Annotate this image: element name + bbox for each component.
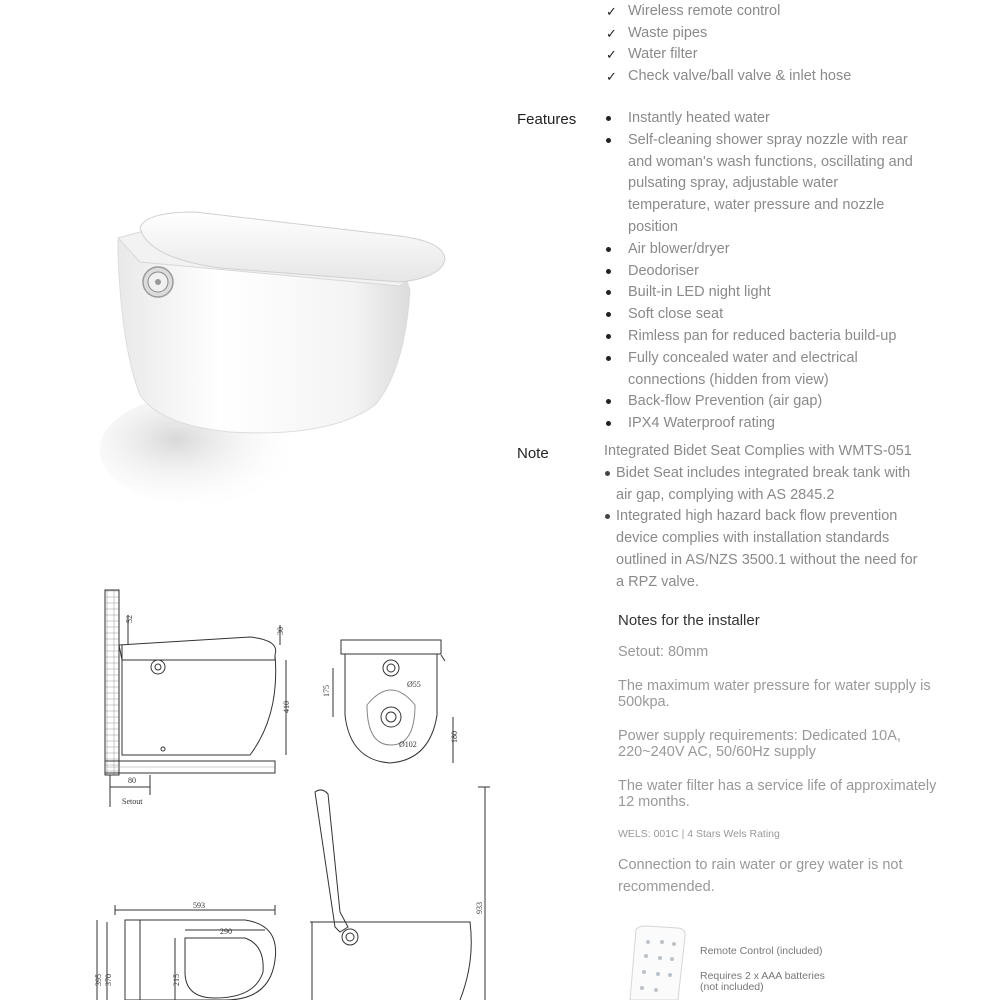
installer-title: Notes for the installer: [618, 612, 760, 629]
check-icon: ✓: [606, 4, 617, 19]
note-label: Note: [517, 445, 549, 462]
included-item: ✓ Waste pipes: [606, 23, 986, 45]
dim-102: Ø102: [399, 740, 417, 749]
feature-item: Back-flow Prevention (air gap): [604, 391, 924, 413]
dim-290: 290: [220, 927, 232, 936]
features-list: [604, 108, 924, 435]
included-item: ✓ Water filter: [606, 44, 986, 66]
included-items-list: [606, 1, 986, 88]
feature-item: IPX4 Waterproof rating: [604, 413, 924, 435]
note-intro: Integrated Bidet Seat Complies with WMTS-051: [604, 443, 912, 459]
dim-80: 80: [128, 776, 136, 785]
installer-pressure: The maximum water pressure for water supply is 500kpa.: [618, 678, 931, 710]
installer-rain: Connection to rain water or grey water is not recommended.: [618, 857, 903, 895]
toilet-product-image: [100, 200, 460, 510]
dim-410: 410: [282, 701, 291, 713]
front-view-drawing: [315, 635, 475, 770]
features-label: Features: [517, 111, 577, 128]
feature-item: Instantly heated water: [604, 108, 924, 130]
dim-30: 30: [276, 627, 285, 635]
remote-label: Remote Control (included): [700, 945, 823, 957]
check-icon: ✓: [606, 25, 617, 41]
installer-setout: Setout: 80mm: [618, 644, 709, 660]
feature-item: Self-cleaning shower spray nozzle with rear and woman's wash functions, oscillating and pulsating spray, adjustable water temperature, water pressure and nozzle position: [604, 130, 924, 239]
included-item: ✓ Check valve/ball valve & inlet hose: [606, 66, 986, 88]
side-view-drawing: [100, 585, 290, 810]
installer-filter: The water filter has a service life of approximately 12 months.: [618, 778, 937, 810]
feature-item: Soft close seat: [604, 304, 924, 326]
dim-395: 395: [94, 974, 103, 986]
dim-52: 52: [125, 615, 134, 623]
dim-933: 933: [475, 902, 484, 914]
installer-wels: WELS: 001C | 4 Stars Wels Rating: [618, 828, 780, 840]
dim-175: 175: [322, 685, 331, 697]
dim-180: 180: [450, 731, 459, 743]
note-item: Integrated high hazard back flow prevention device complies with installation standards outlined in AS/NZS 3500.1 without the need for a RPZ valve.: [604, 506, 924, 593]
feature-item: Built-in LED night light: [604, 282, 924, 304]
installer-power: Power supply requirements: Dedicated 10A, 220~240V AC, 50/60Hz supply: [618, 728, 901, 760]
tall-side-view-drawing: [300, 782, 495, 1000]
dim-215: 215: [172, 974, 181, 986]
feature-item: Fully concealed water and electrical connections (hidden from view): [604, 348, 924, 392]
dim-593: 593: [193, 901, 205, 910]
note-list: [604, 463, 924, 593]
feature-item: Air blower/dryer: [604, 239, 924, 261]
check-icon: ✓: [606, 69, 617, 85]
setout-label: Setout: [122, 797, 143, 806]
feature-item: Deodoriser: [604, 261, 924, 283]
remote-control-image: [628, 924, 690, 1000]
check-icon: ✓: [606, 47, 617, 63]
dim-370: 370: [104, 974, 113, 986]
dim-55: Ø55: [407, 680, 421, 689]
remote-batteries: Requires 2 x AAA batteries (not included): [700, 970, 825, 993]
feature-item: Rimless pan for reduced bacteria build-up: [604, 326, 924, 348]
top-view-drawing: [85, 900, 295, 1000]
note-item: Bidet Seat includes integrated break tank with air gap, complying with AS 2845.2: [604, 463, 924, 506]
included-item: ✓ Wireless remote control: [606, 1, 986, 23]
